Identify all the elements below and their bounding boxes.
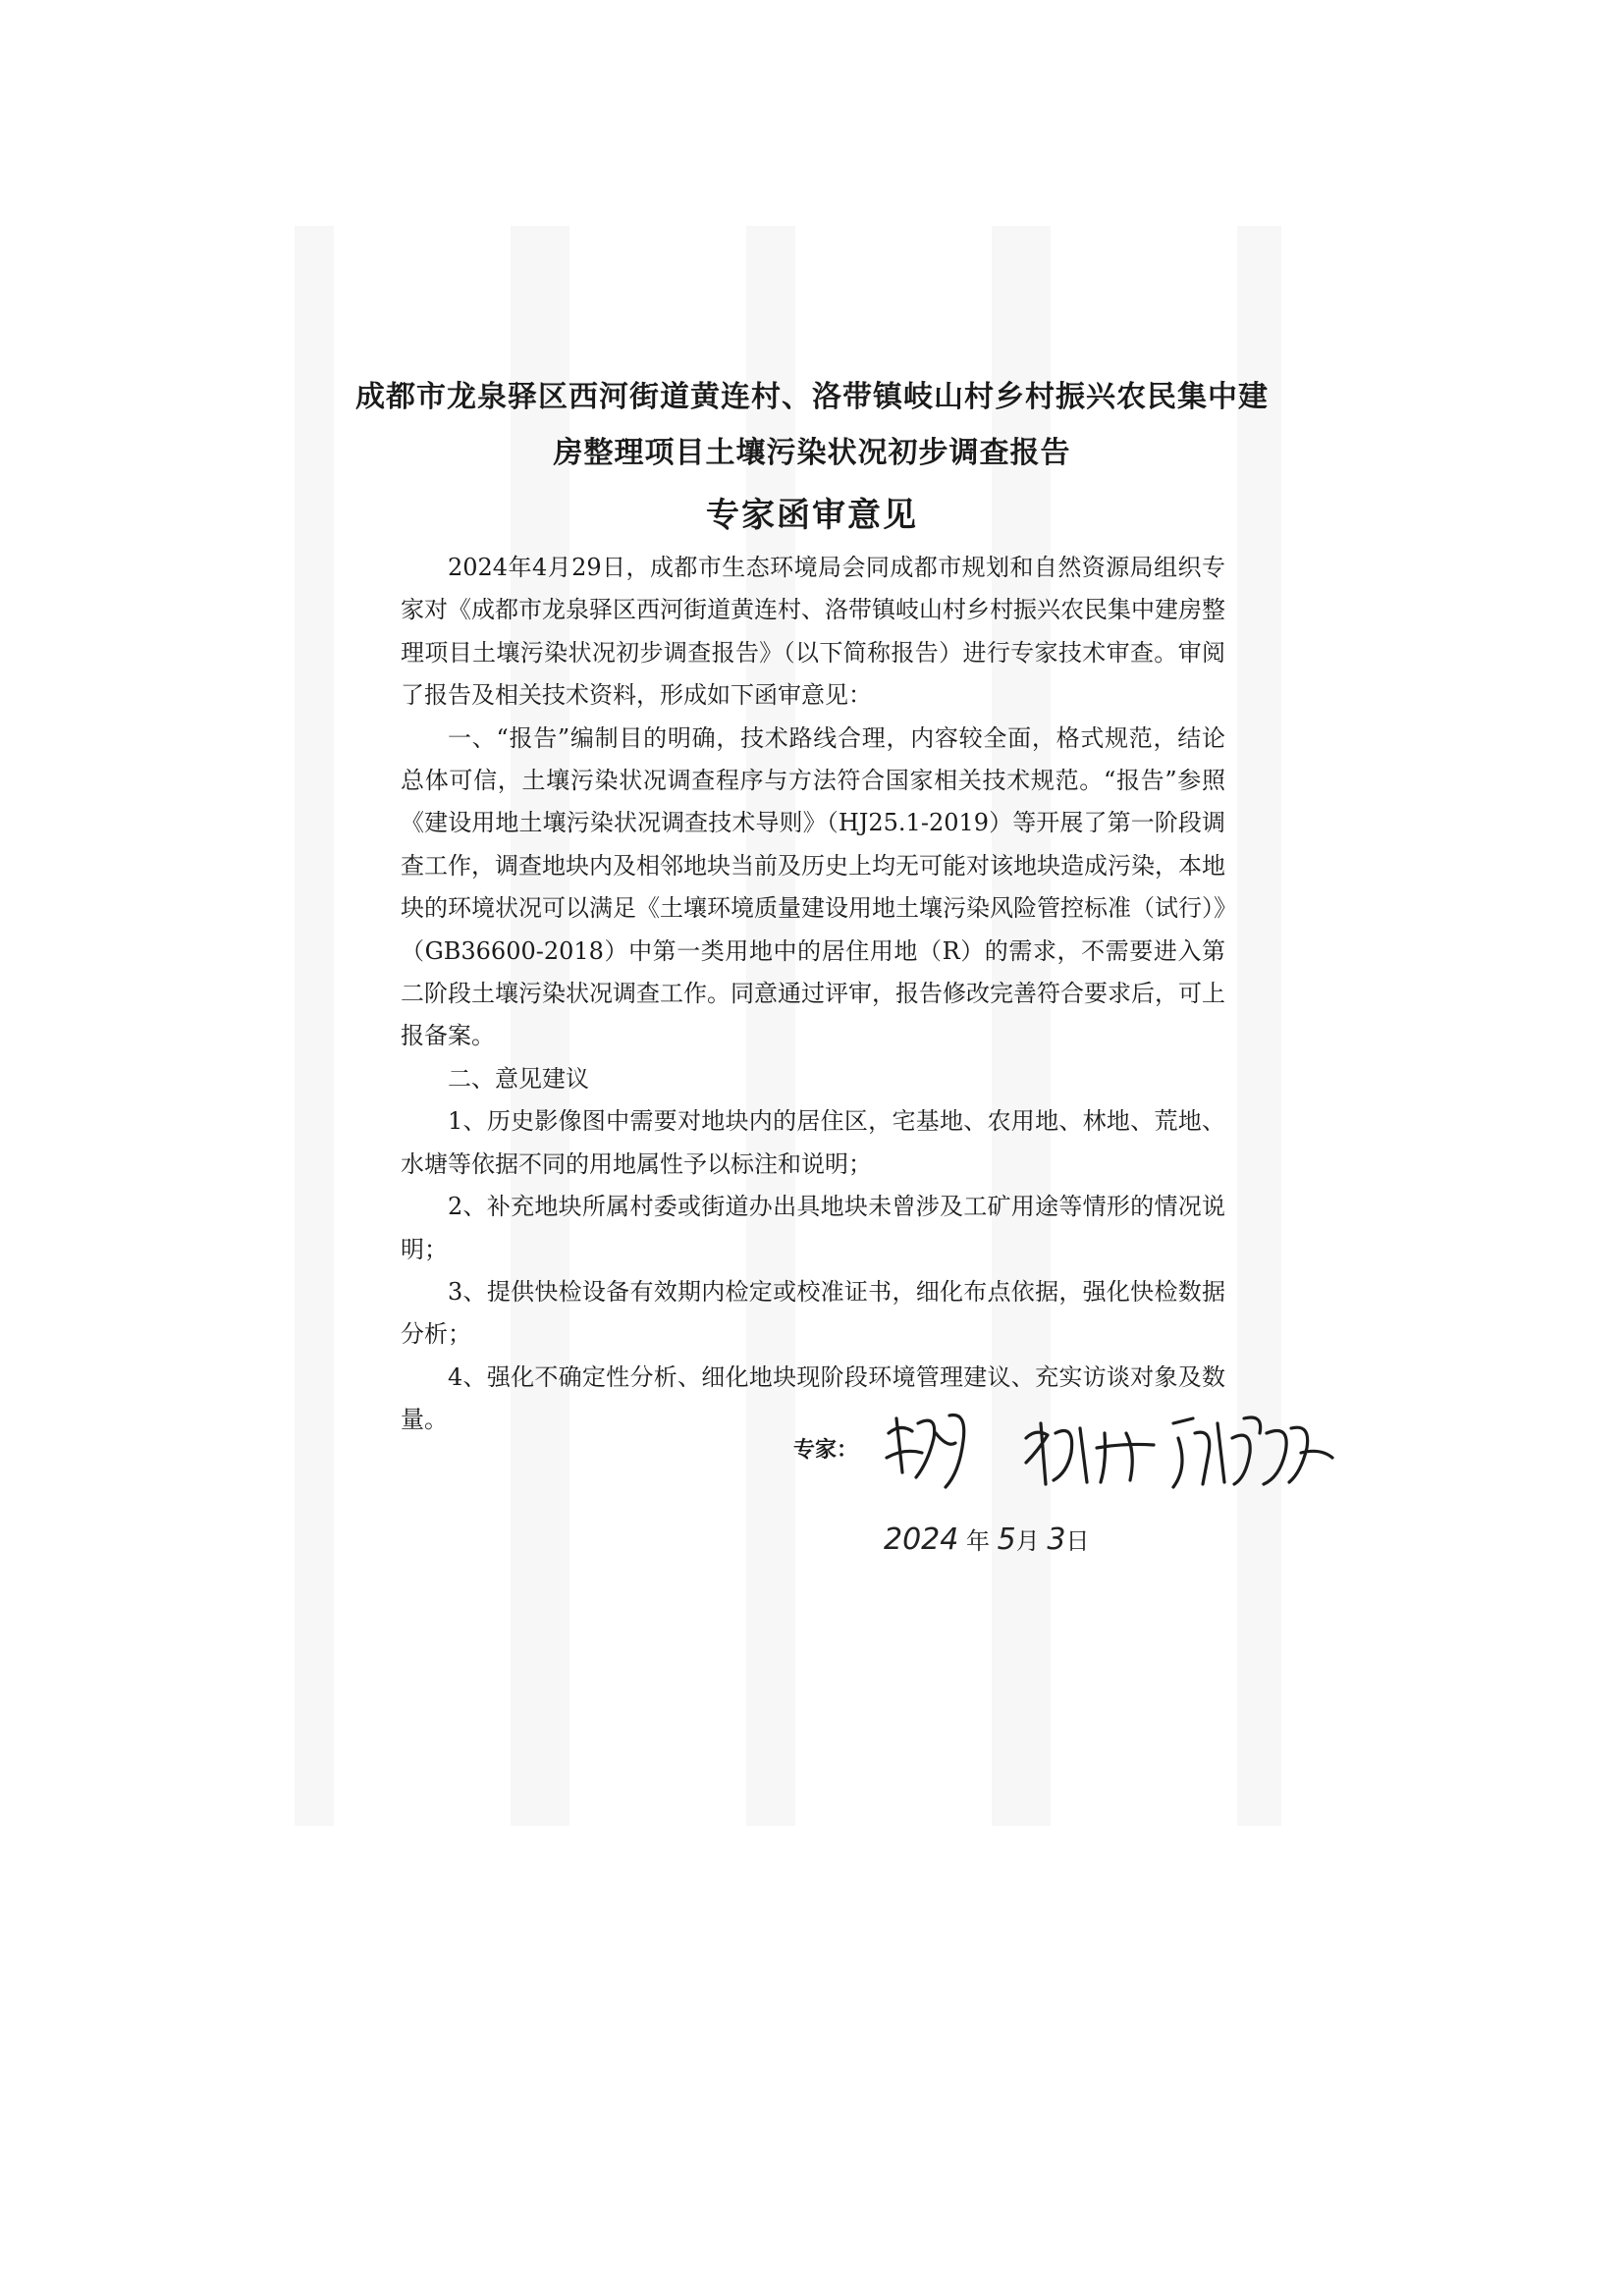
date-month-unit: 月: [1015, 1527, 1040, 1555]
handwritten-signatures: [879, 1394, 1340, 1502]
date-year-unit: 年: [966, 1527, 990, 1555]
document-title-line2: 房整理项目土壤污染状况初步调查报告: [553, 436, 1071, 470]
document-title-line1: 成都市龙泉驿区西河街道黄连村、洛带镇岐山村乡村振兴农民集中建: [355, 380, 1269, 414]
opinion-paragraph-1: 一、“报告”编制目的明确，技术路线合理，内容较全面，格式规范，结论总体可信，土壤污染状况调查程序与方法符合国家相关技术规范。“报告”参照《建设用地土壤污染状况调查技术导则》（HJ25.1-2019）等开展了第一阶段调查工作，调查地块内及相邻地块当前及历史上均无可能对该地块造成污染，本地块的环境状况可以满足《土壤环境质量建设用地土壤污染风险管控标准（试行）》（GB36600-2018）中第一类用地中的居住用地（R）的需求，不需要进入第二阶段土壤污染状况调查工作。同意通过评审，报告修改完善符合要求后，可上报备案。: [401, 723, 1225, 1050]
suggestion-item: 1、历史影像图中需要对地块内的居住区，宅基地、农用地、林地、荒地、水塘等依据不同的用地属性予以标注和说明；: [401, 1107, 1225, 1178]
signature-block: [785, 1394, 1335, 1590]
document-body: [401, 547, 1225, 1442]
date-year: 2024: [884, 1522, 959, 1557]
signature-label: 专家：: [793, 1438, 859, 1463]
date-day: 3: [1047, 1522, 1066, 1557]
date-month: 5: [997, 1522, 1016, 1557]
suggestions-heading: 二、意见建议: [448, 1064, 589, 1093]
suggestion-item: 4、强化不确定性分析、细化地块现阶段环境管理建议、充实访谈对象及数量。: [401, 1362, 1225, 1434]
document-subtitle: 专家函审意见: [706, 496, 918, 535]
suggestion-item: 3、提供快检设备有效期内检定或校准证书，细化布点依据，强化快检数据分析；: [401, 1277, 1225, 1349]
intro-paragraph: 2024年4月29日，成都市生态环境局会同成都市规划和自然资源局组织专家对《成都市龙泉驿区西河街道黄连村、洛带镇岐山村乡村振兴农民集中建房整理项目土壤污染状况初步调查报告》（以下简称报告）进行专家技术审查。审阅了报告及相关技术资料，形成如下函审意见：: [401, 554, 1225, 710]
date-day-unit: 日: [1065, 1527, 1090, 1555]
signature-date: [884, 1522, 1089, 1557]
suggestion-item: 2、补充地块所属村委或街道办出具地块未曾涉及工矿用途等情形的情况说明；: [401, 1193, 1225, 1263]
